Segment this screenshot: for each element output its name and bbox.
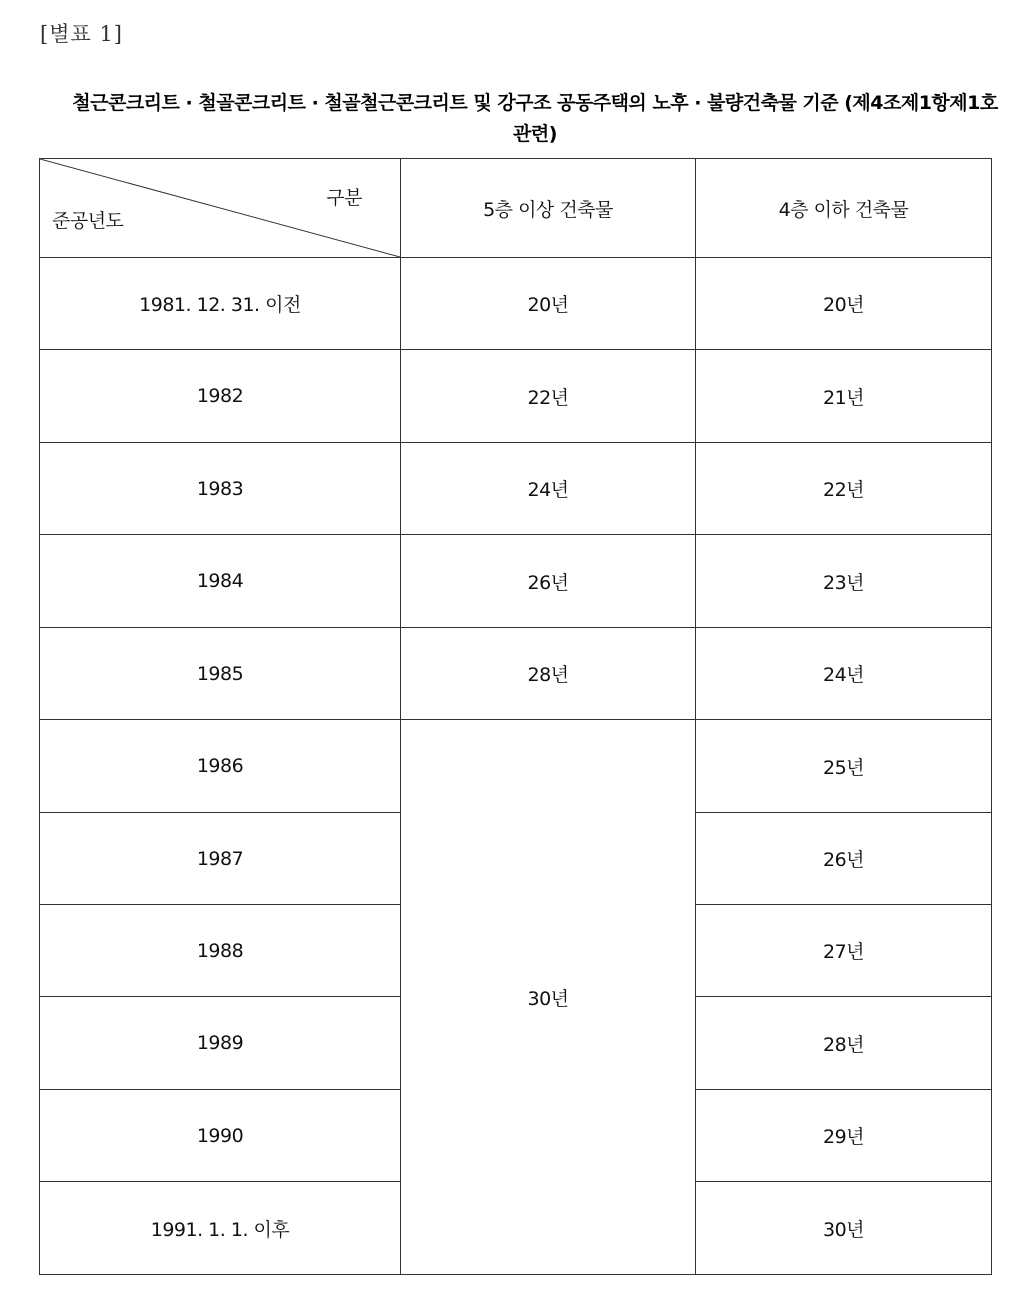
over5-cell: 20년 (401, 258, 696, 350)
header-col-under4: 4층 이하 건축물 (696, 159, 992, 258)
under4-cell: 24년 (696, 628, 992, 720)
over5-cell: 26년 (401, 535, 696, 628)
year-cell: 1982 (40, 350, 401, 443)
table-row (40, 258, 992, 350)
under4-cell: 21년 (696, 350, 992, 443)
header-year-label: 준공년도 (52, 210, 124, 232)
year-cell: 1983 (40, 443, 401, 535)
under4-cell: 29년 (696, 1090, 992, 1182)
under4-cell: 22년 (696, 443, 992, 535)
under4-cell: 25년 (696, 720, 992, 813)
year-cell: 1986 (40, 720, 401, 813)
criteria-table (39, 158, 992, 1275)
year-cell: 1984 (40, 535, 401, 628)
over5-cell: 24년 (401, 443, 696, 535)
over5-merged-cell: 30년 (401, 720, 696, 1275)
over5-cell: 28년 (401, 628, 696, 720)
year-cell: 1991. 1. 1. 이후 (40, 1182, 401, 1275)
table-row (40, 443, 992, 535)
header-corner-cell (40, 159, 401, 258)
over5-cell: 22년 (401, 350, 696, 443)
document-title (40, 88, 1030, 150)
under4-cell: 26년 (696, 813, 992, 905)
year-cell: 1985 (40, 628, 401, 720)
table-row (40, 628, 992, 720)
year-cell: 1989 (40, 997, 401, 1090)
title-line-2: 관련) (513, 123, 557, 145)
table-header-row (40, 159, 992, 258)
year-cell: 1988 (40, 905, 401, 997)
under4-cell: 23년 (696, 535, 992, 628)
table-row (40, 720, 992, 813)
under4-cell: 27년 (696, 905, 992, 997)
title-line-1: 철근콘크리트 · 철골콘크리트 · 철골철근콘크리트 및 강구조 공동주택의 노후 · 불량건축물 기준 (제4조제1항제1호 (72, 92, 998, 114)
year-cell: 1987 (40, 813, 401, 905)
page-label: [별표 1] (40, 22, 123, 46)
year-cell: 1990 (40, 1090, 401, 1182)
under4-cell: 20년 (696, 258, 992, 350)
header-category-label: 구분 (326, 187, 362, 209)
under4-cell: 28년 (696, 997, 992, 1090)
table-row (40, 350, 992, 443)
under4-cell: 30년 (696, 1182, 992, 1275)
table-row (40, 535, 992, 628)
header-col-over5: 5층 이상 건축물 (401, 159, 696, 258)
year-cell: 1981. 12. 31. 이전 (40, 258, 401, 350)
